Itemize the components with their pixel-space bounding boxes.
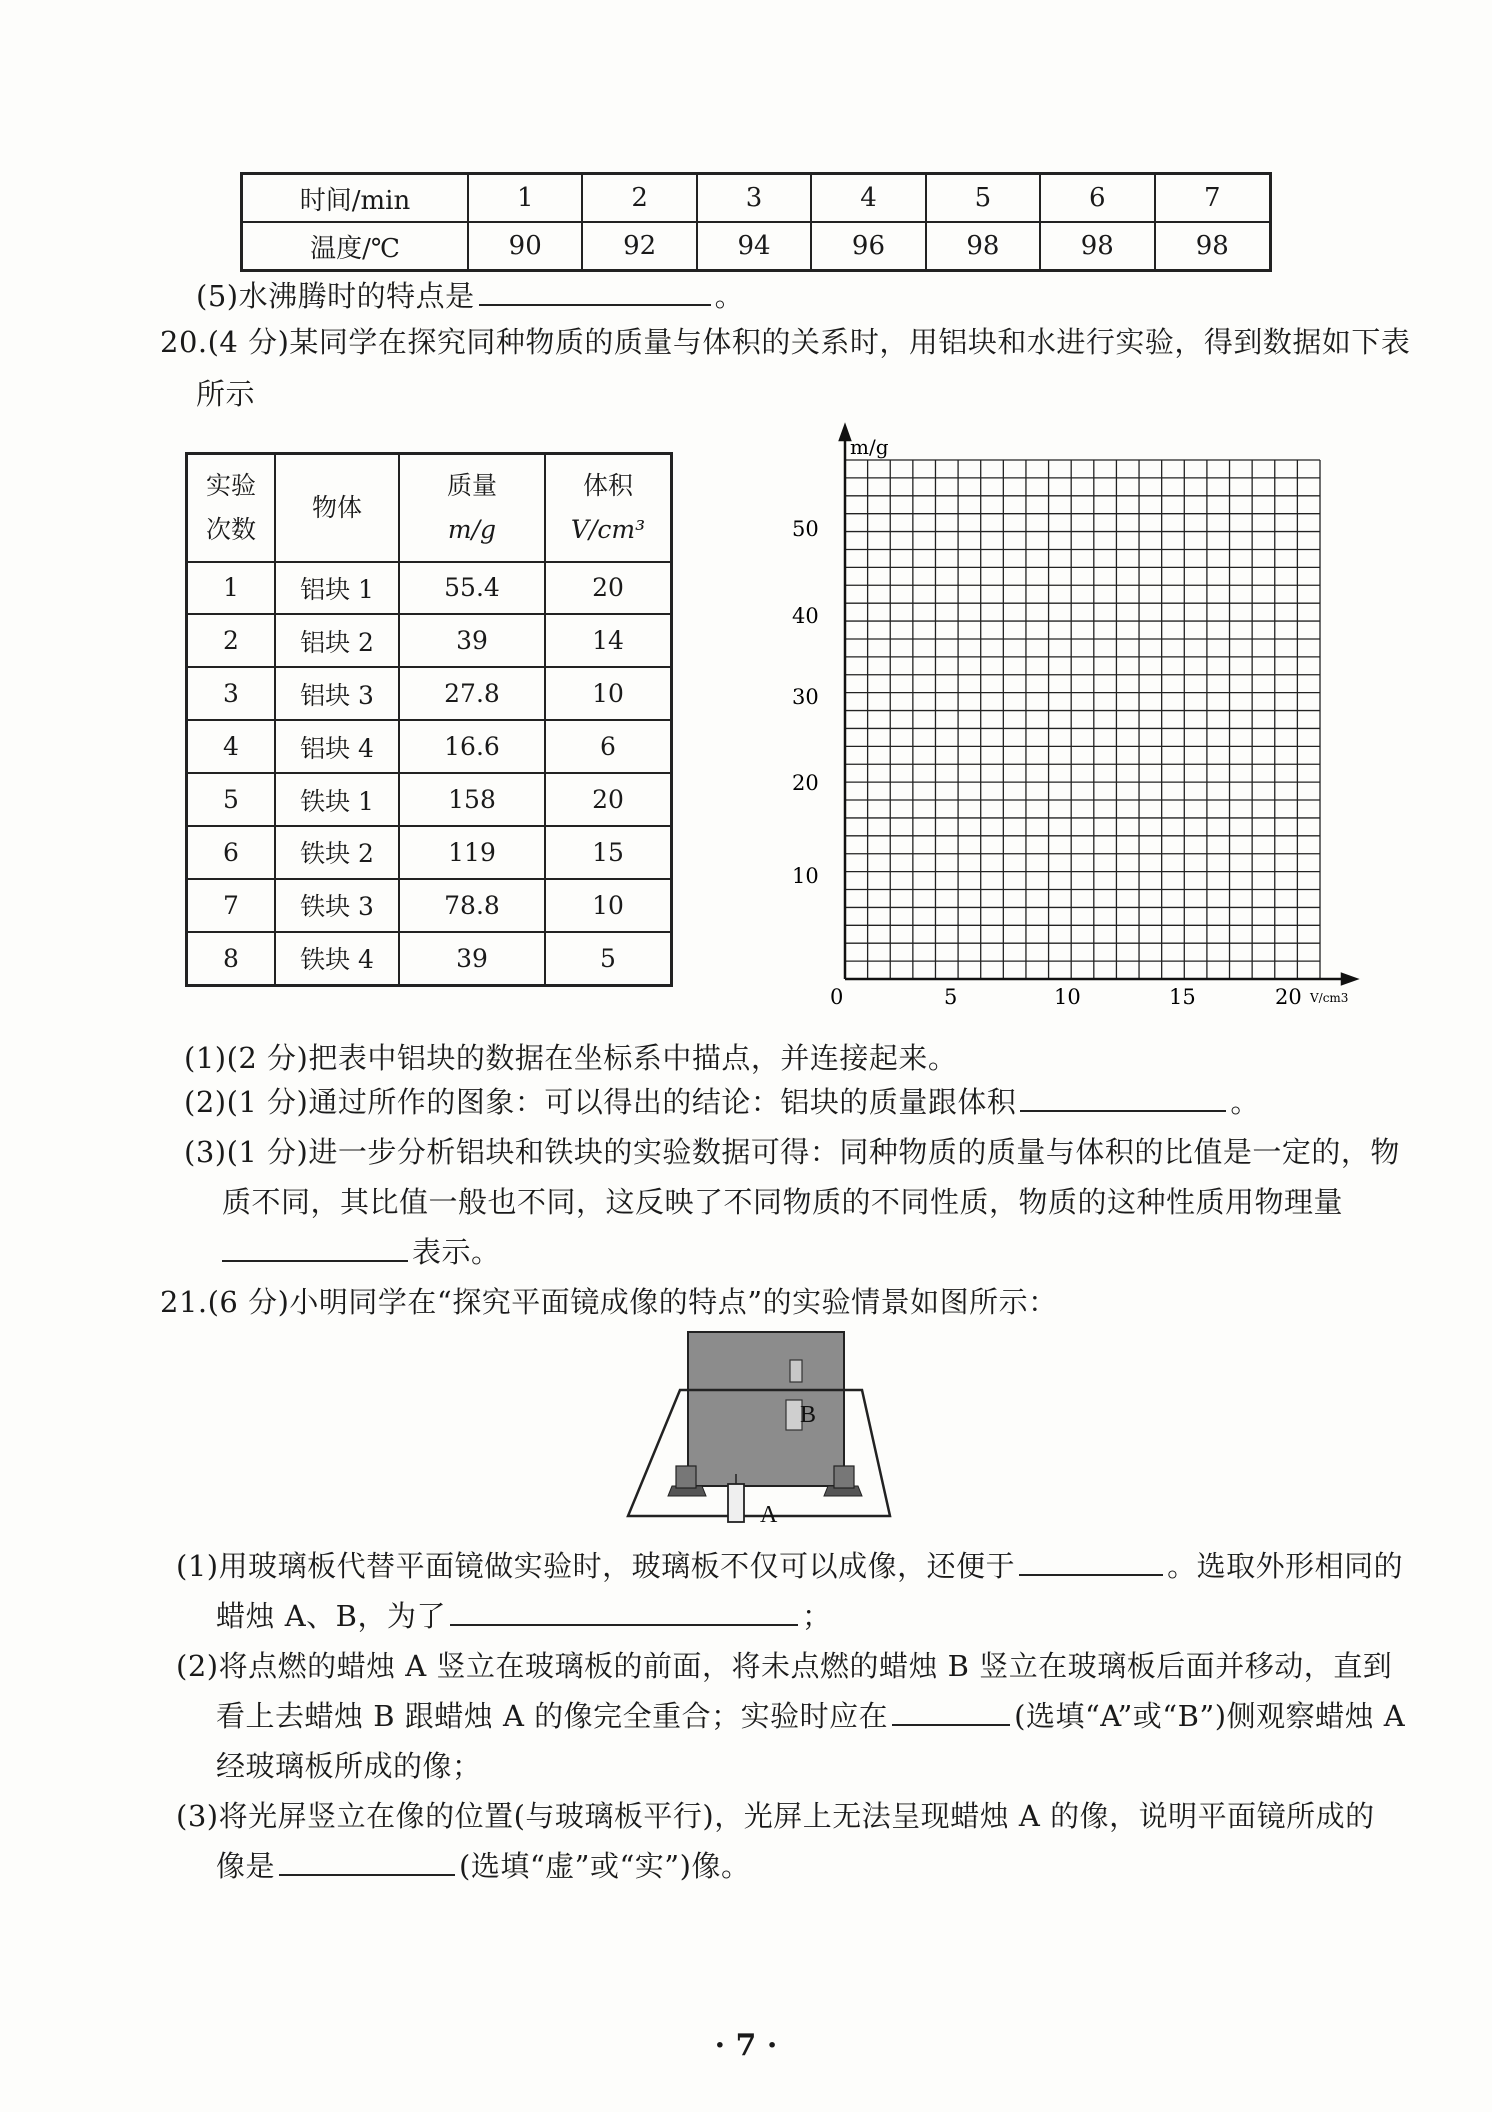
table-cell: 8 [187, 932, 276, 986]
temperature-time-table [240, 172, 1272, 272]
x-axis-arrow-icon [1342, 974, 1356, 984]
table-cell: 铝块 2 [275, 614, 399, 667]
table-row [187, 826, 672, 879]
table-cell: 14 [545, 614, 672, 667]
table-cell: 铝块 4 [275, 720, 399, 773]
table-cell: 39 [399, 932, 545, 986]
table-cell: 2 [582, 174, 696, 223]
y-axis-label: m/g [850, 435, 889, 459]
header-volume: 体积 V/cm³ [545, 454, 672, 562]
table-row [187, 932, 672, 986]
table-cell: 3 [697, 174, 811, 223]
table-cell: 55.4 [399, 562, 545, 615]
answer-blank[interactable] [892, 1696, 1010, 1726]
table-row [187, 720, 672, 773]
q20-intro-line2: 所示 [196, 377, 256, 411]
q21-sub2-line3: 经玻璃板所成的像； [216, 1749, 482, 1783]
q20-sub2: (2)(1 分)通过所作的图象：可以得出的结论：铝块的质量跟体积 。 [184, 1082, 1260, 1122]
candle-b-image [790, 1360, 802, 1382]
table-cell: 铁块 3 [275, 879, 399, 932]
table-cell: 时间/min [242, 174, 469, 223]
table-cell: 6 [545, 720, 672, 773]
table-cell: 94 [697, 222, 811, 271]
table-cell: 16.6 [399, 720, 545, 773]
table-cell: 5 [545, 932, 672, 986]
table-cell: 1 [468, 174, 582, 223]
header-trial: 实验 次数 [187, 454, 276, 562]
y-axis-arrow-icon [840, 426, 850, 440]
table-cell: 20 [545, 773, 672, 826]
x-tick-label: 15 [1169, 985, 1196, 1009]
q20-sub3-line1: (3)(1 分)进一步分析铝块和铁块的实验数据可得：同种物质的质量与体积的比值是一定的，物 [184, 1135, 1400, 1169]
page-number: · 7 · [714, 2028, 778, 2063]
q19-sub5: (5)水沸腾时的特点是 。 [196, 276, 744, 316]
mass-volume-table [185, 452, 673, 987]
table-cell: 90 [468, 222, 582, 271]
glass-plate [688, 1332, 844, 1486]
y-tick-label: 10 [792, 864, 819, 888]
table-cell: 铁块 2 [275, 826, 399, 879]
q20-intro-line1: 20.(4 分)某同学在探究同种物质的质量与体积的关系时，用铝块和水进行实验，得到数据如下表 [160, 325, 1411, 359]
y-tick-label: 40 [792, 604, 819, 628]
table-cell: 1 [187, 562, 276, 615]
x-axis-label: V/cm3 [1310, 991, 1349, 1005]
table-cell: 27.8 [399, 667, 545, 720]
x-tick-label: 10 [1054, 985, 1081, 1009]
answer-blank[interactable] [279, 1846, 455, 1876]
table-cell: 4 [187, 720, 276, 773]
y-tick-label: 20 [792, 771, 819, 795]
table-cell: 78.8 [399, 879, 545, 932]
table-row [187, 879, 672, 932]
table-header-row [187, 454, 672, 562]
candle-a-label: A [760, 1502, 778, 1528]
header-object: 物体 [275, 454, 399, 562]
q21-intro: 21.(6 分)小明同学在“探究平面镜成像的特点”的实验情景如图所示： [160, 1285, 1058, 1319]
table-cell: 7 [1155, 174, 1271, 223]
table-cell: 96 [811, 222, 925, 271]
table-cell: 6 [187, 826, 276, 879]
left-stand-clip [676, 1466, 696, 1488]
table-cell: 4 [811, 174, 925, 223]
mass-volume-grid[interactable] [792, 420, 1370, 1010]
q21-sub3-line2: 像是 (选填“虚”或“实”)像。 [216, 1846, 750, 1886]
answer-blank[interactable] [450, 1596, 798, 1626]
table-cell: 5 [926, 174, 1040, 223]
table-cell: 铁块 4 [275, 932, 399, 986]
table-cell: 10 [545, 667, 672, 720]
table-cell: 温度/℃ [242, 222, 469, 271]
x-tick-label: 0 [830, 985, 844, 1009]
table-cell: 2 [187, 614, 276, 667]
table-cell: 119 [399, 826, 545, 879]
table-row [187, 614, 672, 667]
table-cell: 5 [187, 773, 276, 826]
table-cell: 7 [187, 879, 276, 932]
plane-mirror-figure [620, 1328, 890, 1532]
header-mass: 质量 m/g [399, 454, 545, 562]
table-row [187, 773, 672, 826]
q21-sub1-line1: (1)用玻璃板代替平面镜做实验时，玻璃板不仅可以成像，还便于 。选取外形相同的 [176, 1546, 1403, 1586]
table-cell: 铝块 3 [275, 667, 399, 720]
table-cell: 10 [545, 879, 672, 932]
table-cell: 98 [1155, 222, 1271, 271]
table-cell: 3 [187, 667, 276, 720]
table-cell: 98 [926, 222, 1040, 271]
y-tick-label: 50 [792, 517, 819, 541]
q21-sub3-line1: (3)将光屏竖立在像的位置(与玻璃板平行)，光屏上无法呈现蜡烛 A 的像，说明平面镜所成的 [176, 1799, 1375, 1833]
table-cell: 20 [545, 562, 672, 615]
q21-sub2-line1: (2)将点燃的蜡烛 A 竖立在玻璃板的前面，将未点燃的蜡烛 B 竖立在玻璃板后面并移动，直到 [176, 1649, 1393, 1683]
table-cell: 6 [1040, 174, 1154, 223]
candle-b-label: B [800, 1402, 817, 1428]
table-cell: 98 [1040, 222, 1154, 271]
table-cell: 15 [545, 826, 672, 879]
q20-sub3-line2: 质不同，其比值一般也不同，这反映了不同物质的不同性质，物质的这种性质用物理量 [222, 1185, 1344, 1219]
table-cell: 铝块 1 [275, 562, 399, 615]
table-row [242, 222, 1271, 271]
q20-sub3-line3: 表示。 [222, 1232, 501, 1272]
x-tick-label: 5 [944, 985, 958, 1009]
q20-sub1: (1)(2 分)把表中铝块的数据在坐标系中描点，并连接起来。 [184, 1041, 958, 1075]
q21-sub1-line2: 蜡烛 A、B，为了 ； [216, 1596, 832, 1636]
table-cell: 92 [582, 222, 696, 271]
table-row [242, 174, 1271, 223]
table-cell: 158 [399, 773, 545, 826]
table-row [187, 562, 672, 615]
answer-blank[interactable] [479, 276, 711, 306]
x-tick-label: 20 [1275, 985, 1302, 1009]
candle-a [728, 1484, 744, 1522]
right-stand-clip [834, 1466, 854, 1488]
table-cell: 39 [399, 614, 545, 667]
answer-blank[interactable] [1020, 1082, 1226, 1112]
y-tick-label: 30 [792, 685, 819, 709]
table-row [187, 667, 672, 720]
answer-blank[interactable] [1019, 1546, 1163, 1576]
table-cell: 铁块 1 [275, 773, 399, 826]
q21-sub2-line2: 看上去蜡烛 B 跟蜡烛 A 的像完全重合；实验时应在 (选填“A”或“B”)侧观察蜡烛 A [216, 1696, 1405, 1736]
answer-blank[interactable] [222, 1232, 408, 1262]
